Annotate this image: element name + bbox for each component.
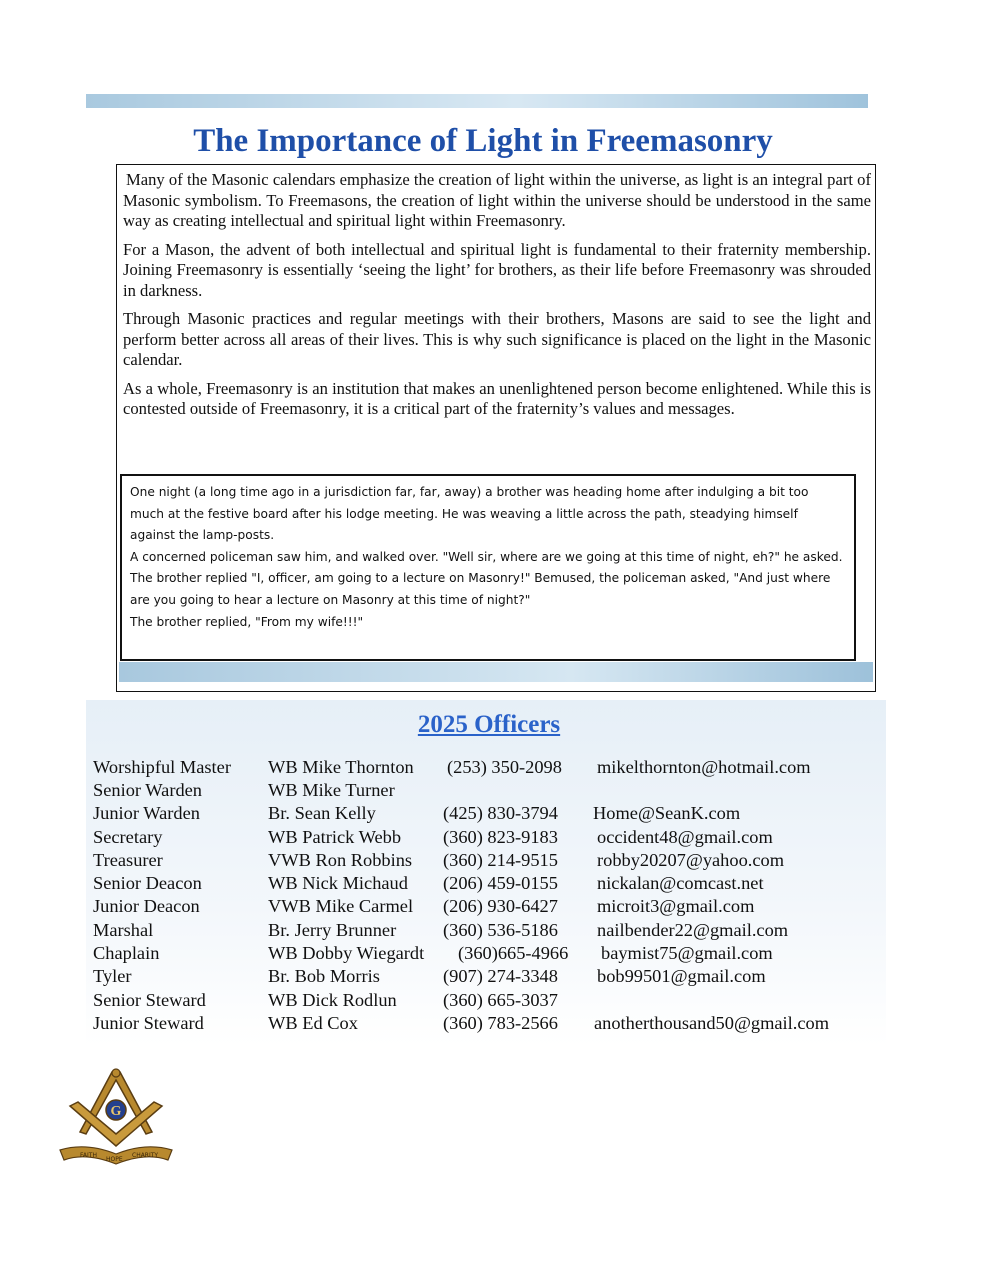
officer-phone: (253) 350-2098 (447, 757, 562, 777)
officer-position: Junior Warden (93, 803, 200, 823)
square-and-compass-icon (56, 1066, 176, 1166)
officer-phone: (360) 214-9515 (443, 850, 558, 870)
officer-row (86, 965, 886, 988)
officer-position: Worshipful Master (93, 757, 231, 777)
ribbon-word-charity: CHARITY (132, 1152, 159, 1159)
officer-email: robby20207@yahoo.com (597, 850, 785, 870)
officer-position: Junior Steward (93, 1013, 204, 1033)
officer-row (86, 895, 886, 918)
officer-email: nickalan@comcast.net (597, 873, 764, 893)
officer-name: WB Mike Turner (268, 780, 395, 800)
joke-line: One night (a long time ago in a jurisdiction far, far, away) a brother was heading home after indulging a bit too much at the festive board after his lodge meeting. He was weaving a little across the path, steadying himself against the lamp-posts. (130, 485, 809, 543)
officer-name: VWB Mike Carmel (268, 896, 414, 916)
officer-name: Br. Sean Kelly (268, 803, 376, 823)
officer-phone: (360) 783-2566 (443, 1013, 558, 1033)
article-paragraph: As a whole, Freemasonry is an institution that makes an unenlightened person become enlightened. While this is contested outside of Freemasonry, it is a critical part of the fraternity’s values and messages. (123, 378, 871, 418)
officer-row (86, 942, 886, 965)
emblem-letter: G (110, 1104, 122, 1119)
article-paragraph: For a Mason, the advent of both intellectual and spiritual light is fundamental to their fraternity membership. Joining Freemasonry is essentially ‘seeing the light’ for brothers, as their life before Freemasonry was shrouded in darkness. (123, 239, 871, 300)
officer-row (86, 826, 886, 849)
officer-row (86, 802, 886, 825)
joke-line: The brother replied, "From my wife!!!" (130, 614, 364, 629)
officers-title: 2025 Officers (417, 711, 561, 738)
ribbon-word-hope: HOPE (106, 1156, 123, 1163)
officer-position: Secretary (93, 827, 163, 847)
joke-line: The brother replied "I, officer, am going to a lecture on Masonry!" Bemused, the policeman asked, "And just where are you going to hear a lecture on Masonry at this time of night?" (130, 571, 831, 607)
officers-section (86, 700, 886, 1046)
officer-name: WB Ed Cox (268, 1013, 358, 1033)
article-paragraph: Through Masonic practices and regular meetings with their brothers, Masons are said to see the light and perform better across all areas of their lives. This is why such significance is placed on the light in the Masonic calendar. (123, 309, 871, 369)
officer-name: VWB Ron Robbins (268, 850, 413, 870)
officer-position: Senior Warden (93, 780, 203, 800)
officer-email: Home@SeanK.com (593, 803, 741, 823)
article-bottom-strip (119, 662, 873, 682)
officer-row (86, 849, 886, 872)
officer-phone: (360) 536-5186 (443, 920, 558, 940)
officer-position: Senior Steward (93, 990, 206, 1010)
officer-phone: (360)665-4966 (458, 943, 569, 963)
officer-email: nailbender22@gmail.com (597, 920, 789, 940)
officer-position: Treasurer (93, 850, 163, 870)
officer-position: Senior Deacon (93, 873, 202, 893)
officer-row (86, 989, 886, 1012)
joke-box (120, 474, 856, 661)
officer-email: baymist75@gmail.com (601, 943, 773, 963)
officer-phone: (907) 274-3348 (443, 966, 558, 986)
officer-phone: (206) 930-6427 (443, 896, 558, 916)
joke-line: A concerned policeman saw him, and walked over. "Well sir, where are we going at this time of night, eh?" he asked. (130, 549, 843, 564)
ribbon-word-faith: FAITH (80, 1152, 97, 1159)
officer-name: WB Dobby Wiegardt (268, 943, 425, 963)
officer-email: microit3@gmail.com (597, 896, 755, 916)
officer-name: WB Mike Thornton (268, 757, 414, 777)
article-box (116, 164, 876, 692)
officer-email: anotherthousand50@gmail.com (594, 1013, 830, 1033)
officer-phone: (206) 459-0155 (443, 873, 558, 893)
officer-row (86, 1012, 886, 1035)
officer-position: Junior Deacon (93, 896, 200, 916)
top-decorative-bar (86, 94, 868, 108)
officer-row (86, 919, 886, 942)
officer-email: bob99501@gmail.com (597, 966, 766, 986)
officer-email: occident48@gmail.com (597, 827, 773, 847)
officer-name: WB Nick Michaud (268, 873, 408, 893)
officer-row (86, 872, 886, 895)
officer-position: Tyler (93, 966, 132, 986)
officer-phone: (360) 823-9183 (443, 827, 558, 847)
officer-name: WB Patrick Webb (268, 827, 402, 847)
officer-row (86, 779, 886, 802)
officer-phone: (360) 665-3037 (443, 990, 558, 1010)
officer-name: Br. Jerry Brunner (268, 920, 397, 940)
officer-position: Chaplain (93, 943, 160, 963)
officer-position: Marshal (93, 920, 154, 940)
article-body (123, 170, 871, 428)
officer-name: WB Dick Rodlun (268, 990, 397, 1010)
officer-phone: (425) 830-3794 (443, 803, 558, 823)
officer-name: Br. Bob Morris (268, 966, 380, 986)
page-title: The Importance of Light in Freemasonry (193, 123, 773, 159)
officer-email: mikelthornton@hotmail.com (597, 757, 811, 777)
article-paragraph: Many of the Masonic calendars emphasize the creation of light within the universe, as light is an integral part of Masonic symbolism. To Freemasons, the creation of light within the universe should be understood in the same way as creating intellectual and spiritual light within Freemasonry. (123, 170, 871, 230)
officer-row (86, 756, 886, 779)
